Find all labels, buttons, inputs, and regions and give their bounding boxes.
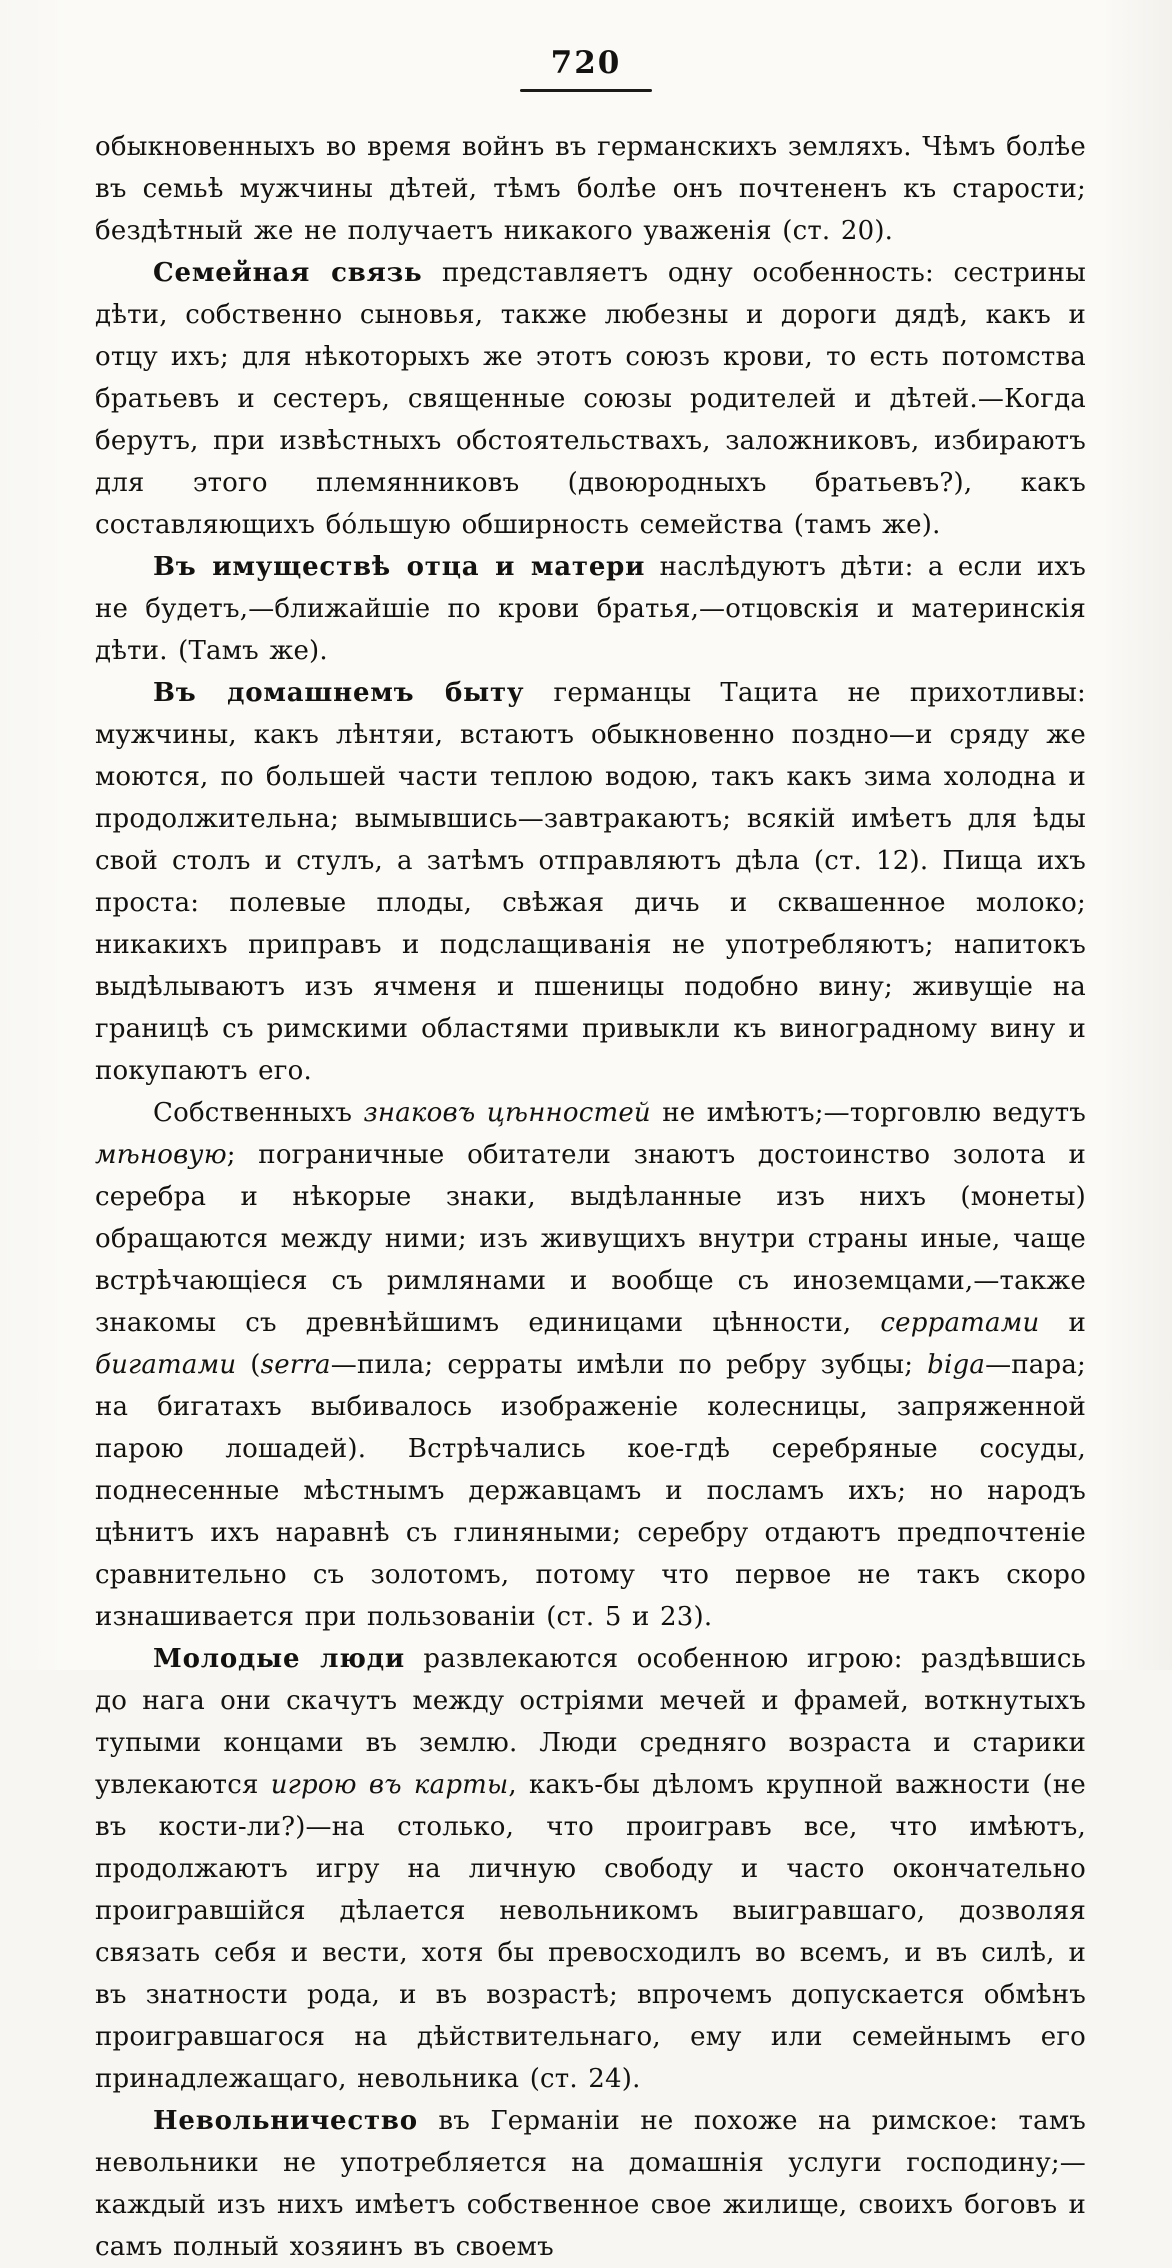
italic-run: знаковъ цѣнностей <box>363 1098 651 1129</box>
bold-run: Невольничество <box>153 2106 418 2137</box>
italic-run: игрою въ карты <box>270 1770 509 1801</box>
page-number-rule <box>520 89 652 92</box>
italic-run: biga <box>927 1350 986 1381</box>
text-run: ; пограничные обитатели знаютъ достоинство золота и серебра и нѣкорые знаки, выдѣланные изъ нихъ (монеты) обращаются между ними; изъ живущихъ внутри страны иные, чаще встрѣчающіеся съ римлянами и вообще съ иноземцами,—также знакомы съ древнѣйшимъ единицами цѣнности, <box>95 1140 1086 1339</box>
page-number: 720 <box>550 45 622 81</box>
paragraph <box>95 546 1086 672</box>
page-header <box>0 0 1172 92</box>
text-run: развлекаются особенною игрою: раздѣвшись до нага они скачутъ между остріями мечей и фрамей, воткнутыхъ тупыми концами въ землю. Люди средняго возраста и старики увлекаются <box>95 1644 1086 1801</box>
paragraph <box>95 1092 1086 1638</box>
italic-run: мѣновую <box>95 1140 227 1171</box>
italic-run: serra <box>260 1350 331 1381</box>
paragraph <box>95 672 1086 1092</box>
text-run: и <box>1039 1308 1086 1339</box>
text-run: представляетъ одну особенность: сестрины дѣти, собственно сыновья, также любезны и дороги дядѣ, какъ и отцу ихъ; для нѣкоторыхъ же этотъ союзъ крови, то есть потомства братьевъ и сестеръ, священные союзы родителей и дѣтей.—Когда берутъ, при извѣстныхъ обстоятельствахъ, заложниковъ, избираютъ для этого племянниковъ (двоюродныхъ братьевъ?), какъ составляющихъ бо́льшую обширность семейства (тамъ же). <box>95 258 1086 541</box>
text-block <box>95 126 1086 2268</box>
text-run: Собственныхъ <box>153 1098 364 1129</box>
text-run: не имѣютъ;—торговлю ведутъ <box>650 1098 1087 1129</box>
text-run: —пара; на бигатахъ выбивалось изображеніе колесницы, запряженной парою лошадей). Встрѣчались кое-гдѣ серебряные сосуды, поднесенные мѣстнымъ державцамъ и посламъ ихъ; но народъ цѣнитъ ихъ наравнѣ съ глиняными; серебру отдаютъ предпочтеніе сравнительно съ золотомъ, потому что первое не такъ скоро изнашивается при пользованіи (ст. 5 и 23). <box>95 1350 1086 1633</box>
paragraph <box>95 126 1086 252</box>
text-run: ( <box>236 1350 261 1381</box>
text-run: наслѣдуютъ дѣти: а если ихъ не будетъ,—ближайшіе по крови братья,—отцовскія и материнскія дѣти. (Тамъ же). <box>95 552 1086 667</box>
italic-run: бигатами <box>95 1350 237 1381</box>
text-run: германцы Тацита не прихотливы: мужчины, какъ лѣнтяи, встаютъ обыкновенно поздно—и сряду же моются, по большей части теплою водою, такъ какъ зима холодна и продолжительна; вымывшись—завтракаютъ; всякій имѣетъ для ѣды свой столъ и стулъ, а затѣмъ отправляютъ дѣла (ст. 12). Пища ихъ проста: полевые плоды, свѣжая дичь и сквашенное молоко; никакихъ приправъ и подслащиванія не употребляютъ; напитокъ выдѣлываютъ изъ ячменя и пшеницы подобно вину; живущіе на границѣ съ римскими областями привыкли къ виноградному вину и покупаютъ его. <box>95 678 1087 1087</box>
text-run: —пила; серраты имѣли по ребру зубцы; <box>330 1350 928 1381</box>
bold-run: Молодые люди <box>153 1644 405 1675</box>
text-run: въ Германіи не похоже на римское: тамъ невольники не употребляется на домашнія услуги господину;—каждый изъ нихъ имѣетъ собственное свое жилище, своихъ боговъ и самъ полный хозяинъ въ своемъ <box>95 2106 1086 2263</box>
bold-run: Семейная связь <box>153 258 423 289</box>
paragraph <box>95 252 1086 546</box>
text-run: , какъ-бы дѣломъ крупной важности (не въ кости-ли?)—на столько, что проигравъ все, что имѣютъ, продолжаютъ игру на личную свободу и часто окончательно проигравшійся дѣлается невольникомъ выигравшаго, дозволяя связать себя и вести, хотя бы превосходилъ во всемъ, и въ силѣ, и въ знатности рода, и въ возрастѣ; впрочемъ допускается обмѣнъ проигравшагося на дѣйствительнаго, ему или семейнымъ его принадлежащаго, невольника (ст. 24). <box>95 1770 1086 2095</box>
italic-run: серратами <box>880 1308 1040 1339</box>
paragraph <box>95 1638 1086 2100</box>
bold-run: Въ домашнемъ быту <box>153 678 525 709</box>
paragraph <box>95 2100 1086 2268</box>
text-run: обыкновенныхъ во время войнъ въ германскихъ земляхъ. Чѣмъ болѣе въ семьѣ мужчины дѣтей, тѣмъ болѣе онъ почтененъ къ старости; бездѣтный же не получаетъ никакого уваженія (ст. 20). <box>95 132 1086 247</box>
bold-run: Въ имуществѣ отца и матери <box>153 552 646 583</box>
